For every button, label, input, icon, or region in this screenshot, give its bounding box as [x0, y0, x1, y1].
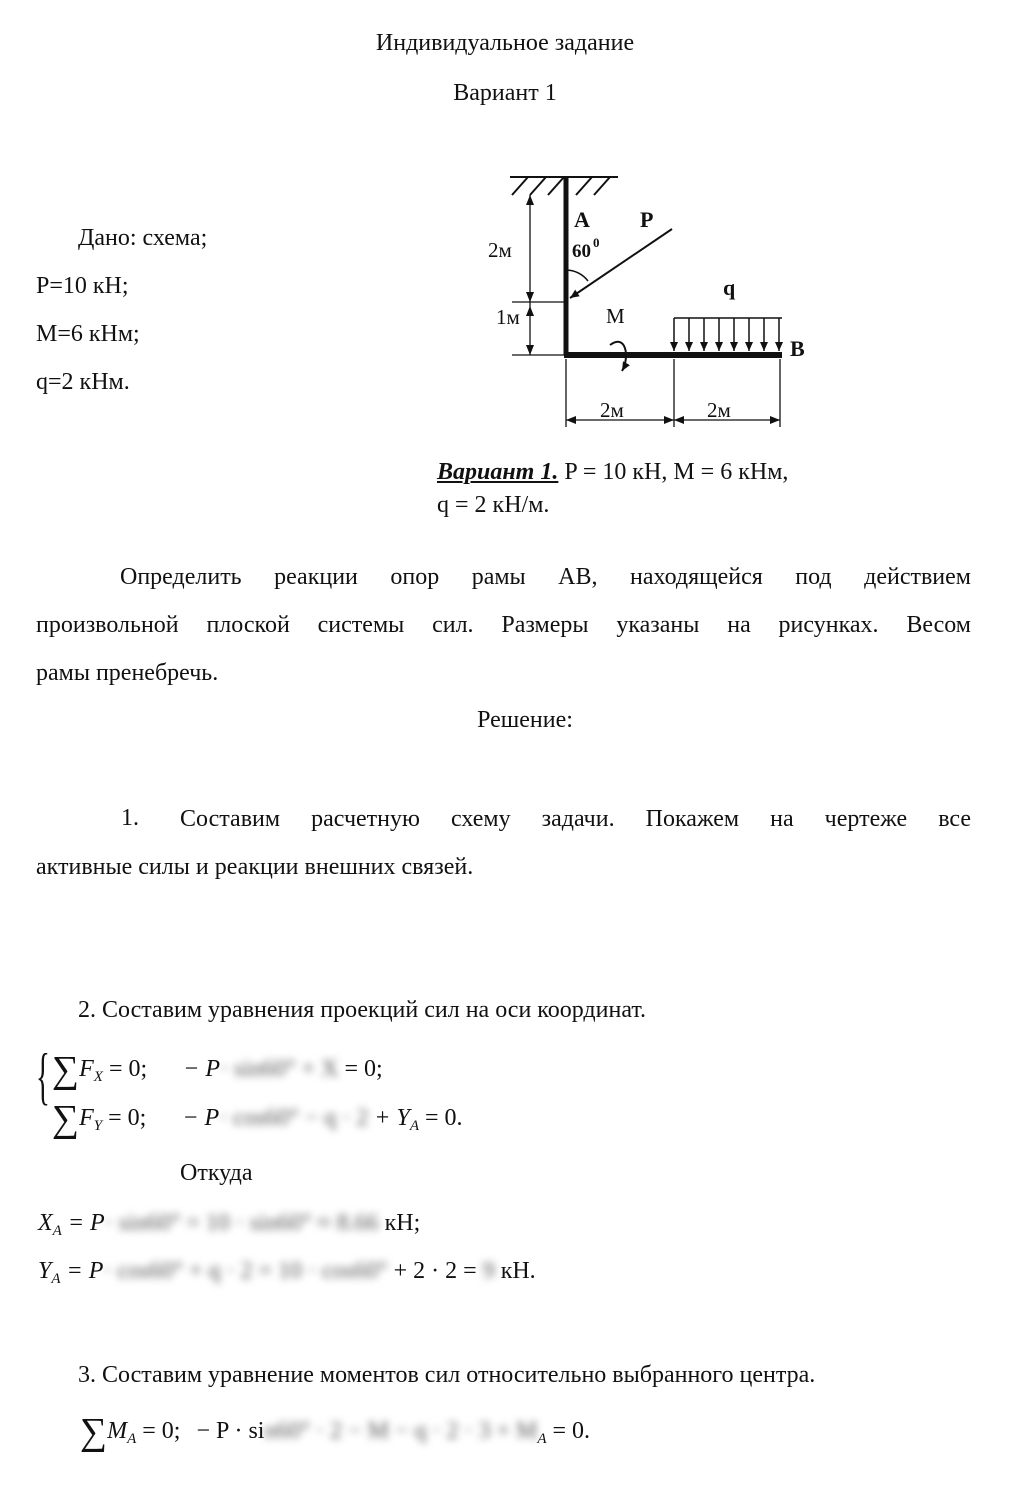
- equation-sum-fy: $\sum F_Y = 0$; − $P\cdot \cos 60^\circ - q \cdot 2 + Y_A = 0$.: [52, 1098, 463, 1140]
- given-scheme: Дано: схема;: [78, 225, 208, 251]
- blurred-result: 9: [482, 1258, 495, 1284]
- equation-sum-ma: $\sum M_A = 0$; − $P \cdot \sin 60^\circ \cdot 2 - M - q \cdot 2 \cdot 3 + M_A = 0$.: [80, 1411, 591, 1453]
- caption-variant: Вариант 1.: [437, 459, 559, 485]
- dim-2m-vertical: 2м: [488, 238, 512, 262]
- task-line-3: рамы пренебречь.: [36, 660, 219, 686]
- blurred-term: · sin60° + X: [220, 1056, 339, 1082]
- label-q: q: [723, 275, 736, 300]
- given-m: M=6 кНм;: [36, 321, 140, 347]
- step1-line-1: Составим расчетную схему задачи. Покажем на чертеже все: [180, 806, 971, 832]
- step1-number: 1.: [121, 805, 139, 831]
- force-p-arrow: [570, 229, 672, 298]
- step1-line-2: активные силы и реакции внешних связей.: [36, 854, 474, 880]
- step3-heading: 3. Составим уравнение моментов сил относительно выбранного центра.: [78, 1362, 816, 1388]
- label-angle: 60: [572, 241, 591, 262]
- caption-values: P = 10 кН, M = 6 кНм,: [564, 459, 789, 485]
- vertical-dimensions: [512, 195, 566, 355]
- label-angle-degree: 0: [593, 235, 600, 250]
- dim-2m-right: 2м: [707, 398, 731, 422]
- equation-xa: $X_A = P\cdot \sin 60^\circ = 10 \cdot \sin 60^\circ \approx 8.66$ кН;: [38, 1210, 421, 1239]
- document-title: Индивидуальное задание: [375, 30, 635, 56]
- label-m: M: [606, 304, 625, 328]
- task-line-2: произвольной плоской системы сил. Размеры указаны на рисунках. Весом: [36, 612, 971, 638]
- figure-caption-line1: [437, 459, 788, 486]
- distributed-load-q: [674, 318, 782, 351]
- angle-arc: [566, 270, 588, 281]
- label-a: A: [574, 207, 590, 232]
- equation-sum-fx: $\sum F_X = 0$; − P· sin60° + X = 0;: [52, 1049, 383, 1091]
- label-b: B: [790, 336, 805, 361]
- blurred-term: n60° · 2 − M − q · 2 · 3 + M: [264, 1418, 538, 1444]
- variant-heading: Вариант 1: [453, 80, 557, 106]
- given-p: P=10 кН;: [36, 273, 129, 299]
- dim-2m-left: 2м: [600, 398, 624, 422]
- horizontal-dimensions: [566, 359, 780, 427]
- blurred-term: · cos60° + q · 2 = 10 · cos60°: [103, 1258, 388, 1284]
- equation-ya: $Y_A = P\cdot \cos 60^\circ + q \cdot 2 = 10 \cdot \cos 60^\circ + 2 \cdot 2 = 9$ кН.: [38, 1258, 536, 1287]
- whence-label: Откуда: [180, 1160, 253, 1186]
- blurred-term: · cos60° − q · 2: [219, 1105, 369, 1131]
- task-line-1: Определить реакции опор рамы AB, находящейся под действием: [120, 564, 971, 590]
- system-brace: {: [36, 1040, 50, 1111]
- step2-heading: 2. Составим уравнения проекций сил на оси координат.: [78, 997, 647, 1023]
- label-p: P: [640, 207, 654, 232]
- blurred-term: · sin60° = 10 · sin60° ≈ 8.66: [104, 1210, 379, 1236]
- solution-title: Решение:: [477, 707, 573, 733]
- given-q: q=2 кНм.: [36, 369, 130, 395]
- caption-q: q = 2 кН/м.: [437, 492, 550, 518]
- dim-1m-vertical: 1м: [496, 305, 520, 329]
